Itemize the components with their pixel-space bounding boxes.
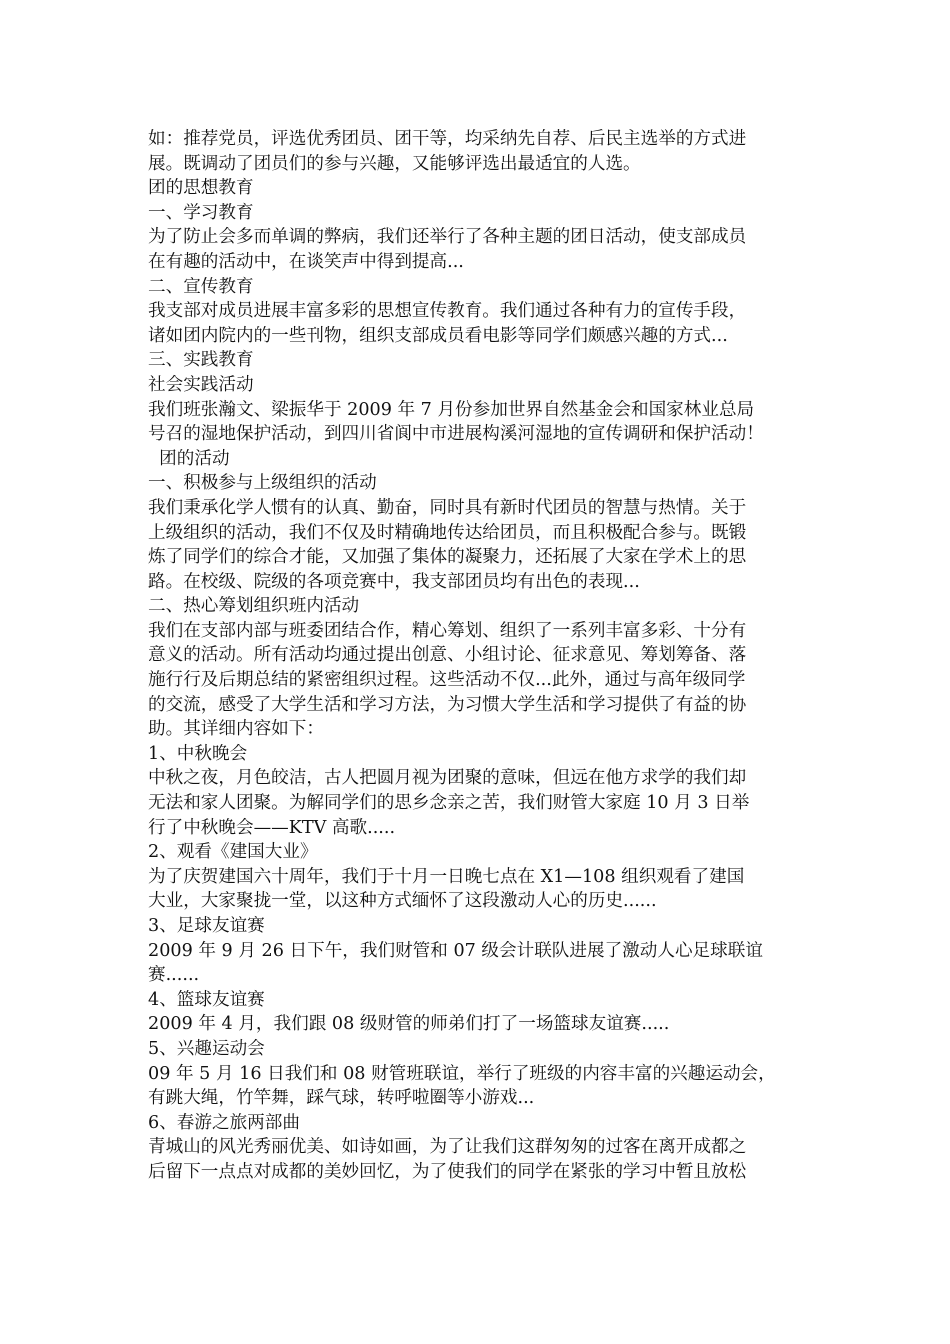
text-line: 青城山的风光秀丽优美、如诗如画，为了让我们这群匆匆的过客在离开成都之: [148, 1137, 747, 1158]
text-line: 施行行及后期总结的紧密组织过程。这些活动不仅...此外，通过与高年级同学: [148, 670, 746, 691]
item-heading: 6、春游之旅两部曲: [148, 1112, 300, 1133]
section-heading: 团的活动: [148, 448, 230, 469]
item-heading: 5、兴趣运动会: [148, 1038, 265, 1059]
text-line: 路。在校级、院级的各项竞赛中，我支部团员均有出色的表现...: [148, 571, 640, 592]
text-line: 中秋之夜，月色皎洁，古人把圆月视为团聚的意味，但远在他方求学的我们却: [148, 768, 747, 789]
text-line: 为了庆贺建国六十周年，我们于十月一日晚七点在 X1—108 组织观看了建国: [148, 866, 745, 887]
text-line: 无法和家人团聚。为解同学们的思乡念亲之苦，我们财管大家庭 10 月 3 日举: [148, 793, 750, 814]
text-line: 号召的湿地保护活动，到四川省阆中市进展构溪河湿地的宣传调研和保护活动！: [148, 424, 764, 445]
text-line: 后留下一点点对成都的美妙回忆，为了使我们的同学在紧张的学习中暂且放松: [148, 1161, 747, 1182]
item-heading: 2、观看《建国大业》: [148, 842, 318, 863]
document-body: [148, 127, 813, 1185]
text-line: 有跳大绳，竹竿舞，踩气球，转呼啦圈等小游戏...: [148, 1088, 535, 1109]
text-line: 意义的活动。所有活动均通过提出创意、小组讨论、征求意见、筹划筹备、落: [148, 645, 747, 666]
text-line: 诸如团内院内的一些刊物，组织支部成员看电影等同学们颇感兴趣的方式...: [148, 325, 728, 346]
subsection-heading: 一、学习教育: [148, 202, 254, 223]
text-line: 行了中秋晚会——KTV 高歌.....: [148, 817, 396, 838]
text-line: 的交流，感受了大学生活和学习方法，为习惯大学生活和学习提供了有益的协: [148, 694, 747, 715]
text-line: 2009 年 4 月，我们跟 08 级财管的师弟们打了一场篮球友谊赛.....: [148, 1014, 670, 1035]
text-line: 我们班张瀚文、梁振华于 2009 年 7 月份参加世界自然基金会和国家林业总局: [148, 399, 755, 420]
text-line: 在有趣的活动中，在谈笑声中得到提高...: [148, 251, 464, 272]
subsection-heading: 社会实践活动: [148, 374, 254, 395]
item-heading: 1、中秋晚会: [148, 743, 248, 764]
text-line: 展。既调动了团员们的参与兴趣，又能够评选出最适宜的人选。: [148, 153, 641, 174]
text-line: 助。其详细内容如下：: [148, 719, 324, 740]
text-line: 我们在支部内部与班委团结合作，精心筹划、组织了一系列丰富多彩、十分有: [148, 620, 747, 641]
subsection-heading: 二、热心筹划组织班内活动: [148, 596, 360, 617]
section-heading: 团的思想教育: [148, 178, 254, 199]
text-line: 我支部对成员进展丰富多彩的思想宣传教育。我们通过各种有力的宣传手段，: [148, 301, 747, 322]
text-line: 为了防止会多而单调的弊病，我们还举行了各种主题的团日活动，使支部成员: [148, 227, 747, 248]
text-line: 我们秉承化学人惯有的认真、勤奋，同时具有新时代团员的智慧与热情。关于: [148, 497, 747, 518]
text-line: 炼了同学们的综合才能，又加强了集体的凝聚力，还拓展了大家在学术上的思: [148, 547, 747, 568]
text-line: 2009 年 9 月 26 日下午，我们财管和 07 级会计联队进展了激动人心足球联谊: [148, 940, 763, 961]
text-line: 上级组织的活动，我们不仅及时精确地传达给团员，而且积极配合参与。既锻: [148, 522, 747, 543]
text-line: 09 年 5 月 16 日我们和 08 财管班联谊，举行了班级的内容丰富的兴趣运动会，: [148, 1063, 776, 1084]
text-line: 大业，大家聚拢一堂，以这种方式缅怀了这段激动人心的历史......: [148, 891, 657, 912]
item-heading: 4、篮球友谊赛: [148, 989, 265, 1010]
subsection-heading: 一、积极参与上级组织的活动: [148, 473, 377, 494]
subsection-heading: 三、实践教育: [148, 350, 254, 371]
item-heading: 3、足球友谊赛: [148, 916, 265, 936]
text-line: 赛......: [148, 965, 200, 986]
subsection-heading: 二、宣传教育: [148, 276, 254, 297]
text-line: 如：推荐党员，评选优秀团员、团干等，均采纳先自荐、后民主选举的方式进: [148, 129, 747, 149]
